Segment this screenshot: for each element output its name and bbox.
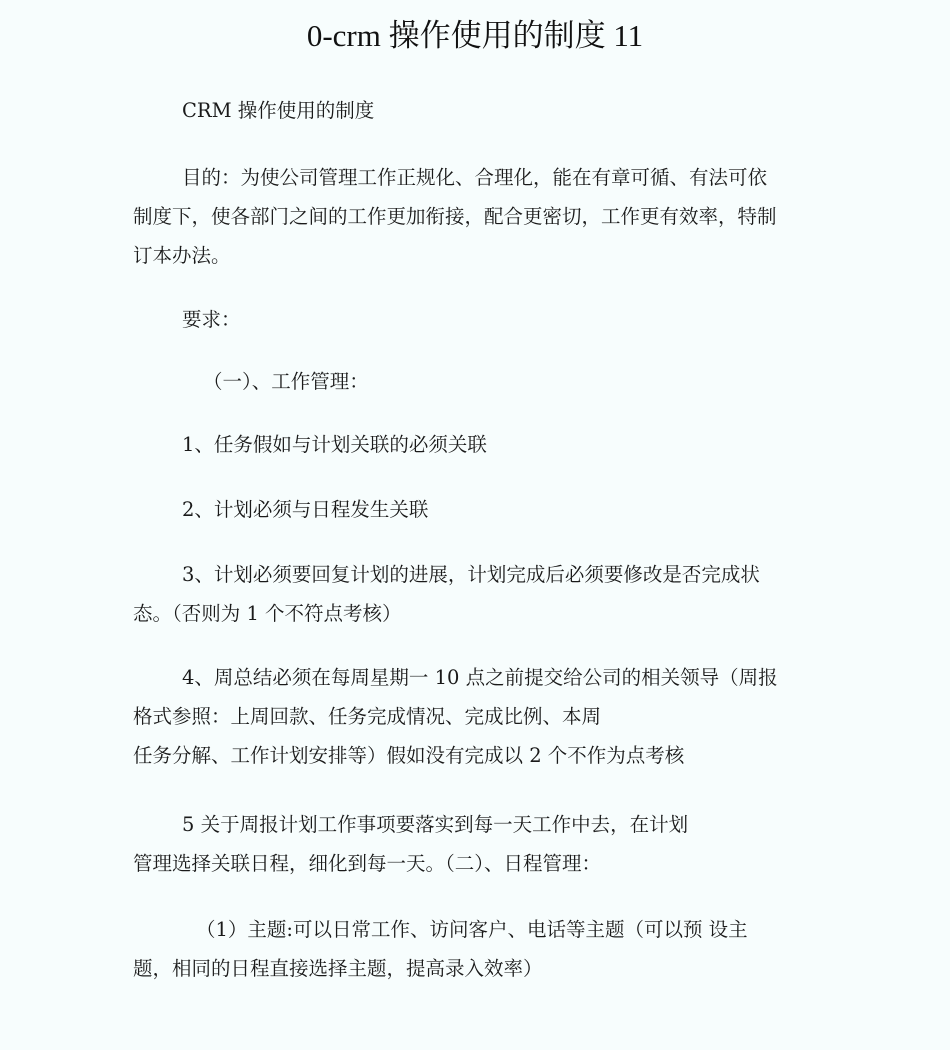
item-4-line-3: 任务分解、工作计划安排等）假如没有完成以 2 个不作为点考核 <box>133 744 685 767</box>
item-4-line-2: 格式参照：上周回款、任务完成情况、完成比例、本周 <box>133 705 602 728</box>
document-title: 0-crm 操作使用的制度 11 <box>306 18 644 53</box>
item-6-line-2: 题，相同的日程直接选择主题，提高录入效率） <box>133 957 543 980</box>
list-item <box>133 555 813 633</box>
list-item <box>133 910 813 988</box>
requirements-label <box>133 300 813 339</box>
list-item <box>133 805 813 883</box>
item-5-line-2: 管理选择关联日程，细化到每一天。（二）、日程管理： <box>133 852 602 875</box>
purpose-line-3: 订本办法。 <box>133 244 231 267</box>
item-3-line-2: 态。（否则为 1 个不符点考核） <box>133 602 402 625</box>
list-item <box>133 425 813 464</box>
item-1-text: 1、任务假如与计划关联的必须关联 <box>182 433 487 456</box>
requirements-text: 要求： <box>182 308 241 331</box>
item-6-line-1: （1）主题:可以日常工作、访问客户、电话等主题（可以预 设主 <box>196 918 748 941</box>
purpose-paragraph <box>133 158 813 275</box>
purpose-line-2: 制度下，使各部门之间的工作更加衔接，配合更密切，工作更有效率，特制 <box>133 205 777 228</box>
item-4-line-1: 4、周总结必须在每周星期一 10 点之前提交给公司的相关领导（周报 <box>182 666 778 689</box>
section-heading-work-management <box>133 362 813 401</box>
item-5-line-1: 5 关于周报计划工作事项要落实到每一天工作中去，在计划 <box>182 813 689 836</box>
item-2-text: 2、计划必须与日程发生关联 <box>182 498 429 521</box>
item-3-line-1: 3、计划必须要回复计划的进展，计划完成后必须要修改是否完成状 <box>182 563 760 586</box>
list-item <box>133 658 813 775</box>
purpose-line-1: 目的：为使公司管理工作正规化、合理化，能在有章可循、有法可依 <box>182 166 768 189</box>
list-item <box>133 490 813 529</box>
section-heading-text: （一）、工作管理： <box>203 370 369 393</box>
subtitle-text: CRM 操作使用的制度 <box>182 99 375 122</box>
document-subtitle <box>133 91 813 130</box>
